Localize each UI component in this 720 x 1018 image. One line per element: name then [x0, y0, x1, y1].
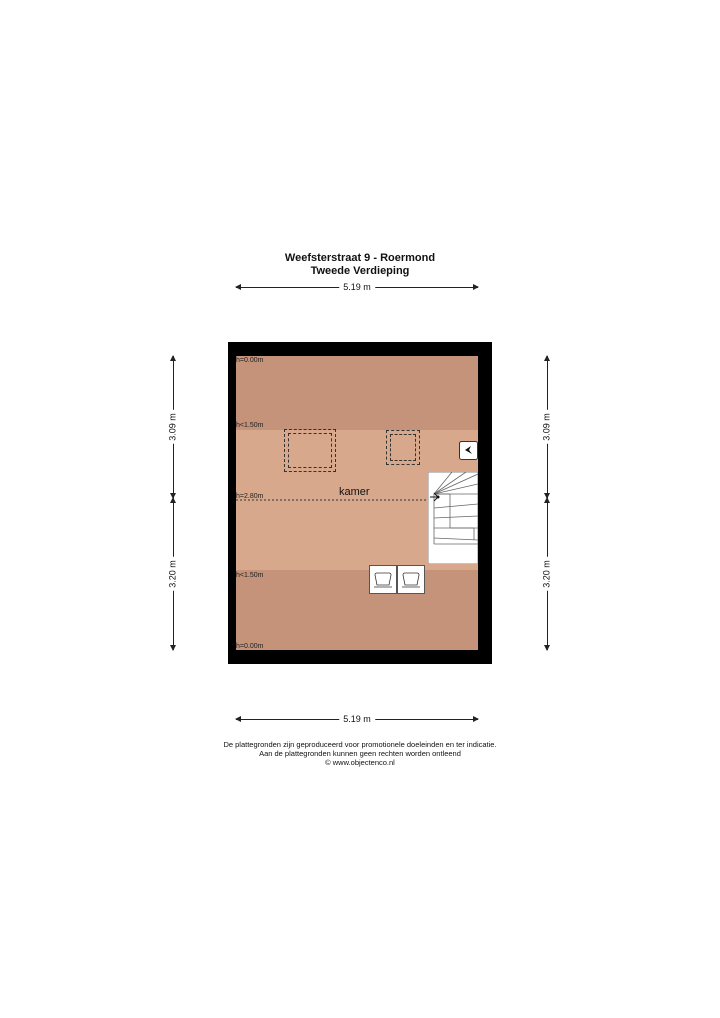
right-lower-dimension [541, 498, 553, 650]
left-lower-label: 3.20 m [168, 557, 179, 591]
room-label-kamer: kamer [339, 486, 370, 498]
left-upper-dimension [167, 356, 179, 498]
right-upper-label: 3.09 m [542, 410, 553, 444]
bottom-width-label: 5.19 m [339, 713, 375, 725]
left-lower-dimension [167, 498, 179, 650]
top-width-dimension [236, 281, 478, 293]
bottom-width-dimension [236, 713, 478, 725]
height-label-ridge: h=2.80m [236, 493, 264, 500]
height-label-bottom: h=0.00m [236, 643, 264, 650]
sink-icon [397, 565, 425, 594]
left-upper-label: 3.09 m [168, 410, 179, 444]
copyright-line: © www.objectenco.nl [325, 758, 395, 767]
sink-icon [369, 565, 397, 594]
skylight-icon [284, 429, 336, 472]
low-ceiling-zone-top [236, 356, 478, 430]
address-title: Weefsterstraat 9 - Roermond [284, 252, 436, 264]
top-width-label: 5.19 m [339, 281, 375, 293]
height-label-lower-slope: h<1.50m [236, 572, 264, 579]
right-upper-dimension [541, 356, 553, 498]
ridge-line [236, 495, 436, 505]
skylight-icon [386, 430, 420, 465]
low-ceiling-zone-bottom [236, 570, 478, 650]
boiler-icon [459, 441, 478, 460]
staircase-icon [428, 472, 478, 564]
disclaimer-line-2: Aan de plattegronden kunnen geen rechten worden ontleend [259, 749, 461, 758]
height-label-top: h=0.00m [236, 357, 264, 364]
height-label-upper-slope: h<1.50m [236, 422, 264, 429]
disclaimer-line-1: De plattegronden zijn geproduceerd voor promotionele doeleinden en ter indicatie. [223, 740, 497, 749]
right-lower-label: 3.20 m [542, 557, 553, 591]
floor-title: Tweede Verdieping [310, 265, 410, 277]
